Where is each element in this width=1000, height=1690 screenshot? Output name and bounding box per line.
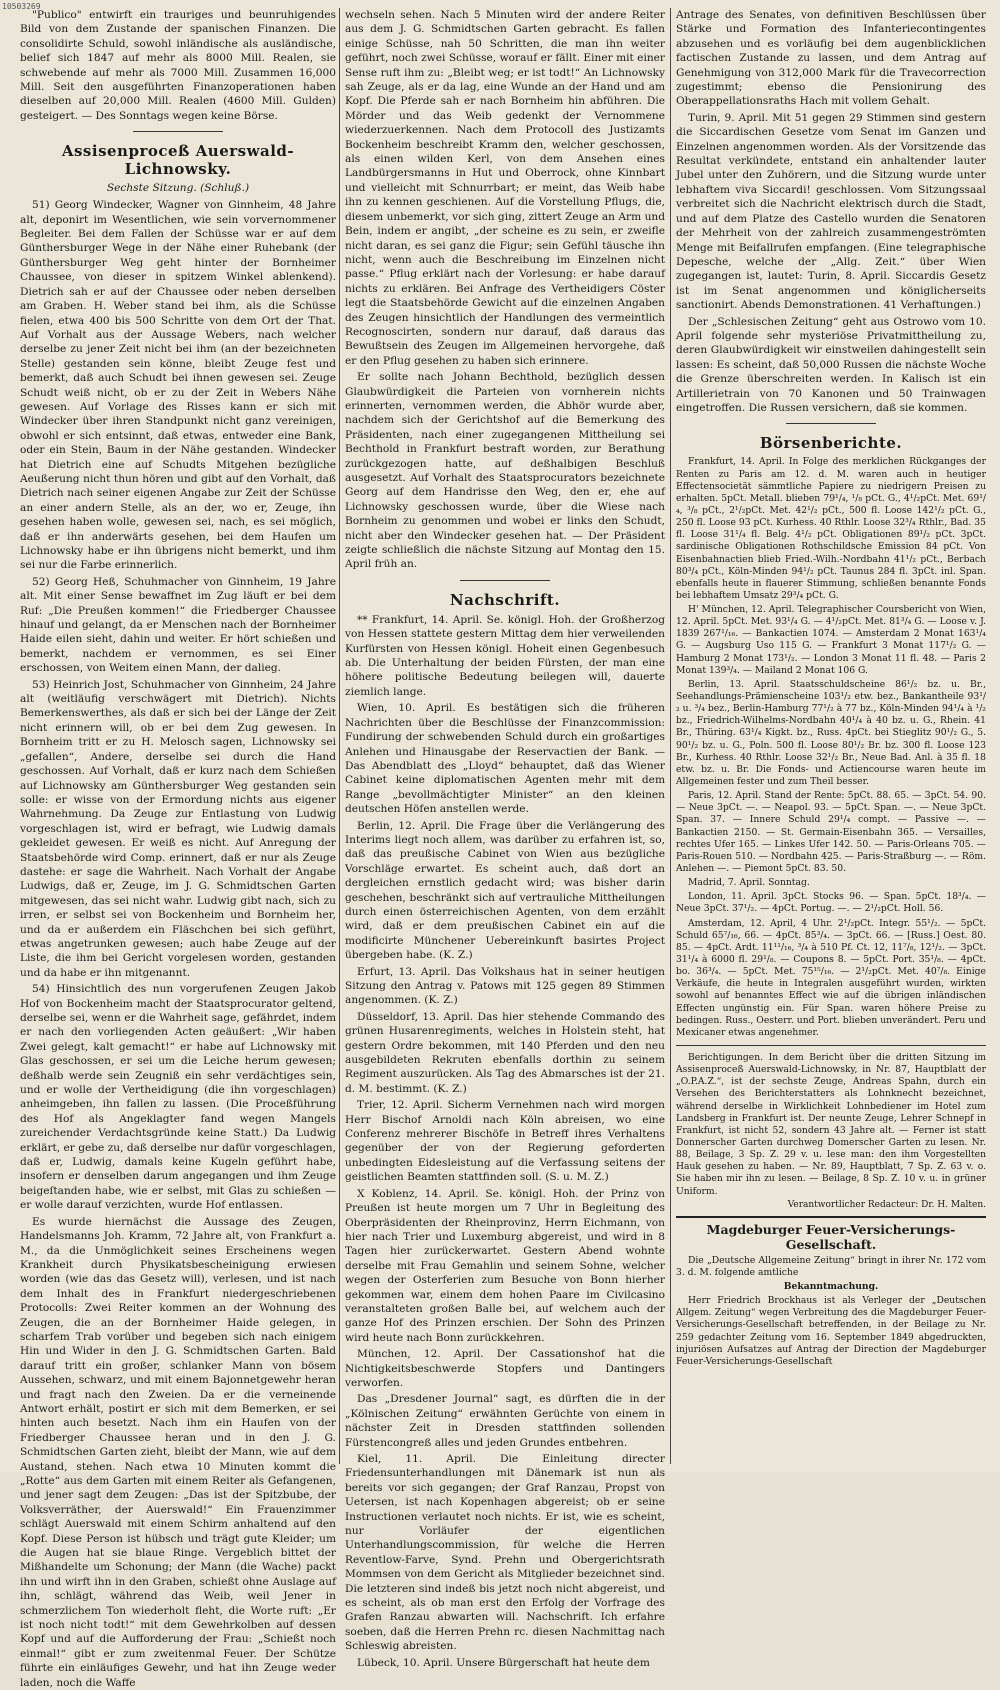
paragraph: Antrage des Senates, von definitiven Beschlüssen über Stärke und Formation des Infanteriecontingentes abzusehen und es vorläufig bei dem augenblicklichen factischen Zustande zu lassen, und dem Antrag auf Genehmigung von 312,000 Mark für die Travecorrection zugestimmt; ebenso die Pensionirung des Oberappellationsraths Hach mit vollem Gehalt. — [676, 9, 986, 108]
section-subtitle: Sechste Sitzung. (Schluß.) — [106, 182, 250, 195]
boersen-title: Börsenberichte. — [759, 434, 903, 453]
boersen-item: Paris, 12. April. Stand der Rente: 5pCt. 88. 65. — 3pCt. 54. 90. — Neue 3pCt. —. — Neapol. 93. — 5pCt. Span. —. — Neue 3pCt. Span. 37. — Innere Schuld 29¹/₄ compt. — Passive —. — Bankactien 2150. — St. Germain-Eisenbahn 365. — Versailles, rechtes Ufer 165. — Linkes Ufer 142. 50. — Paris-Orleans 705. — Paris-Rouen 510. — Nordbahn 425. — Paris-Straßburg —. — Röm. Anlehen —. — Piemont 5pCt. 83. 50. — [676, 790, 986, 875]
boersen-item: Berlin, 13. April. Staatsschuldscheine 86¹/₂ bz. u. Br., Seehandlungs-Prämienscheine 103¹/₂ etw. bez., Bankantheile 93¹/₂ u. ³/₄ bez., Berlin-Hamburg 77¹/₂ à 77 bz., Köln-Minden 94¹/₄ à ¹/₂ bz., Friedrich-Wilhelms-Nordbahn 40¹/₄ à 40 bz. u. G., Rhein. 41 Br., Thüring. 63¹/₄ Kigkt. bz., Russ. 4pCt. bei Stieglitz 90¹/₂ G., 5. 90¹/₂ bz. u. G., Poln. 500 fl. Loose 80¹/₂ Br. bz. 300 fl. Loose 123 Br., Kurhess. 40 Rthlr. Loose 32¹/₂ Br., Neue Bad. Anl. à 35 fl. 18 etw. bz. u. Br. Die Fonds- und Actiencourse waren heute im Allgemeinen fester und zum Theil besser. — [676, 678, 986, 788]
paragraph: 51) Georg Windecker, Wagner von Ginnheim, 48 Jahre alt, deponirt im Wesentlichen, wie sein vorvernommener Begleiter. Bei dem Fallen der Schüsse war er auf dem Günthersburger Wege in der Nähe einer Ruhebank (der Günthersburger Weg geht hinter der Bornheimer Chaussee, von dieser in spitzem Winkel ablenkend). Dietrich sah er auf der Chaussee oder neben derselben am Graben. H. Weber stand bei ihm, als die Schüsse fielen, etwa 400 bis 500 Schritte von dem Ort der That. Auf Vorhalt aus der Aussage Webers, nach welcher derselbe zu jener Zeit nicht bei ihm (an der bezeichneten Stelle) gestanden sein könne, bleibt Zeuge fest und bemerkt, daß auch Schudt bei ihnen gewesen sei. Zeuge Schudt weiß nicht, ob er zu der Zeit in Webers Nähe gewesen. Auf Vorlage des Risses kann er sich mit Windecker über ihren Standpunkt nicht ganz vereinigen, obwohl er sich entsinnt, daß etwas, entweder eine Bank, oder ein Stein, Baum in der Nähe gestanden. Windecker hat Dietrich eine auf Schudts Mitgehen bezügliche Aeußerung nicht thun hören und gibt auf den Vorhalt, daß Dietrich nach seiner eigenen Angabe zur Zeit der Schüsse an einer andern Stelle, als an der, wo er, Zeuge, ihn gesehen haben wolle, gewesen sei, nach, es sei möglich, daß er ihn anderwärts gesehen, bei dem Haufen um Lichnowsky habe er ihn übrigens nicht bemerkt, und ihm sei nur die Farbe erinnerlich. — [20, 199, 336, 572]
paragraph: 54) Hinsichtlich des nun vorgerufenen Zeugen Jakob Hof von Bockenheim macht der Staatsprocurator geltend, derselbe sei, wenn er die Wahrheit sage, gefährdet, indem er nach den vorliegenden Acten geäußert: „Wir haben Zwei gelegt, kalt gemacht!“ er habe auf Lichnowsky mit Glas geschossen, er sei um die Leiche herum gewesen; deßhalb werde sein Zeugniß ein sehr verdächtiges sein, und er wolle der Vertheidigung (die ihn vorgeschlagen) anheimgeben, ihn fallen zu lassen. (Die Proceßführung des Hof als Angeklagter fand wegen Mangels zureichender Verdachtsgründe keine Statt.) Da Ludwig erklärt, er gebe zu, daß derselbe nur dafür vorgeschlagen, daß er, Ludwig, damals keine Kugeln geführt habe, insofern er denselben darum angegangen und ihm Zeuge beigeſtanden habe, wie er selbst, mit Glas zu schießen — er wolle darauf verzichten, wurde Hof entlassen. — [20, 983, 336, 1212]
column-divider — [339, 8, 340, 1464]
news-item: Turin, 9. April. Mit 51 gegen 29 Stimmen sind gestern die Siccardischen Gesetze vom Senat im Ganzen und Einzelnen angenommen worden. Als der Vorsitzende das Resultat verkündete, entstand ein anhaltender lauter Jubel unter den Zuhörern, und die Sitzung wurde unter lebhaftem viva Siccardi! geschlossen. Vom Sitzungssaal verbreitet sich die Nachricht elektrisch durch die Stadt, und auf dem Platze des Castello wurden die Senatoren der Mehrheit von der zahlreich zusammengeströmten Menge mit Beifallrufen empfangen. (Eine telegraphische Depesche, welche der „Allg. Zeit.“ über Wien zugegangen ist, lautet: Turin, 8. April. Siccardis Gesetz ist im Senat angenommen und königlicherseits sanctionirt. Abends Demonstrationen. 41 Verhaftungen.) — [676, 111, 986, 312]
divider — [460, 580, 550, 581]
news-item: ** Frankfurt, 14. April. Se. königl. Hoh. der Großherzog von Hessen stattete gestern Mittag dem hier verweilenden Kurfürsten von Hessen königl. Hoheit einen Gegenbesuch ab. Die Unterhaltung der beiden Fürsten, der man eine höhere politische Bedeutung beilegen will, dauerte ziemlich lange. — [345, 613, 665, 698]
news-item: X Koblenz, 14. April. Se. königl. Hoh. der Prinz von Preußen ist heute morgen um 7 Uhr in Begleitung des Oberpräsidenten der Rheinprovinz, Herrn Eichmann, von hier nach Trier und Luxemburg abgereist, und wird in 8 Tagen hier zurückerwartet. Gestern Abend wohnte derselbe mit Frau Gemahlin und seinem Sohne, welcher wegen der Osterferien zum Besuche von Bonn hierher gekommen war, einem dem hohen Paare im Civilcasino veranstalteten großen Balle bei, auf welchem auch der ganze Hof des Prinzen erschien. Der Sohn des Prinzen wird heute nach Bonn zurückkehren. — [345, 1187, 665, 1344]
section-title: Assisenproceß Auerswald-Lichnowsky. — [61, 142, 295, 179]
news-item: Düsseldorf, 13. April. Das hier stehende Commando des grünen Husarenregiments, welches in Holstein steht, hat gestern Ordre bekommen, mit 140 Pferden und den neu ausgebildeten Rekruten ebenfalls dorthin zu seinem Regiment auszurücken. Als Tag des Abmarsches ist der 21. d. M. bestimmt. (K. Z.) — [345, 1010, 665, 1095]
redacteur-line: Verantwortlicher Redacteur: Dr. H. Malten. — [787, 1199, 986, 1210]
ad-body: Herr Friedrich Brockhaus ist als Verleger der „Deutschen Allgem. Zeitung“ wegen Verbreitung des die Magdeburger Feuer-Versicherungs-Gesellschaft betreffenden, in der Beilage zu Nr. 259 gedachter Zeitung vom 16. September 1849 abgedruckten, injuriösen Aufsatzes auf Antrag der Direction der Magdeburger Feuer-Versicherungs-Gesellschaft — [676, 1295, 986, 1367]
berichtigungen: Berichtigungen. In dem Bericht über die dritten Sitzung im Assisenproceß Auerswald-Lichnowsky, in Nr. 87, Hauptblatt der „O.P.A.Z.“, ist der sechste Zeuge, Andreas Spahn, durch ein Versehen des Berichterstatters als Lohnknecht bezeichnet, während derselbe in Wirklichkeit Lohnbediener im Hotel zum Landsberg in Frankfurt ist. Der neunte Zeuge, Lehrer Schnepf in Frankfurt, ist nicht 52, sondern 43 Jahre alt. — Ferner ist statt Donnerscher Garten durchweg Domerscher Garten zu lesen. Nr. 88, Beilage, 3 Sp. Z. 29 v. u. lese man: den ihm Vorgestellten Hauk gesehen zu haben. — Nr. 89, Hauptblatt, 7 Sp. Z. 63 v. o. Sie haben mir ihn zu lesen. — Beilage, 8 Sp. Z. 10 v. u. in grüner Uniform. — [676, 1051, 986, 1197]
column-divider — [670, 8, 671, 1464]
news-item: Lübeck, 10. April. Unsere Bürgerschaft hat heute dem — [357, 1656, 650, 1669]
paragraph: Er sollte nach Johann Bechthold, bezüglich dessen Glaubwürdigkeit die Parteien von vornherein nichts erinnerten, vernommen werden, die Abhör wurde aber, nachdem sich der Gerichtshof auf die Bemerkung des Präsidenten, nach einer zugegangenen Mittheilung sei Bechthold in Frankfurt bestraft worden, zur Berathung zurückgezogen hatte, auf deßhalbigen Beschluß ausgesetzt. Auf Vorhalt des Staatsprocurators bezeichnete Georg auf dem Handrisse den Weg, den er, ehe auf Lichnowsky geschossen wurde, über die Wiese nach Bornheim zu genommen und wobei er links den Schudt, nicht aber den Windecker gesehen hat. — Der Präsident zeigte schließlich die nächste Sitzung auf Montag den 15. April früh an. — [345, 371, 665, 571]
news-item: Kiel, 11. April. Die Einleitung directer Friedensunterhandlungen mit Dänemark ist nun als bereits vor sich gegangen; der Graf Ranzau, Propst von Uetersen, ist nach Kopenhagen abgereist; ob er seine Instructionen verlautet noch nichts. Er ist, wie es scheint, nur Vorläufer der eigentlichen Unterhandlungscommission, für welche die Herren Reventlow-Farve, Synd. Prehn und Obergerichtsrath Mommsen von dem Gericht als Mitglieder bezeichnet sind. Die letzteren sind indeß bis jetzt noch nicht abgereist, und es scheint, als ob man erst den Erfolg der Vorfrage des Grafen Ranzau abwarten will. Nachschrift. Ich erfahre soeben, daß die Herren Prehn rc. diesen Nachmittag nach Schleswig abreisten. — [345, 1453, 665, 1653]
news-item: Das „Dresdener Journal“ sagt, es dürften die in der „Kölnischen Zeitung“ erwähnten Gerüchte von einem in nächster Zeit in Dresden stattfinden sollenden Fürstencongreß alles und jeden Grundes entbehren. — [345, 1393, 665, 1449]
ad-block — [676, 1255, 986, 1368]
scan-id: 10503269 — [2, 2, 41, 11]
divider — [676, 1045, 986, 1046]
column-3 — [676, 8, 986, 1464]
divider — [133, 131, 223, 132]
news-item: Erfurt, 13. April. Das Volkshaus hat in seiner heutigen Sitzung den Antrag v. Patows mit 125 gegen 89 Stimmen angenommen. (K. Z.) — [345, 965, 665, 1007]
boersen-list — [676, 456, 986, 1197]
news-item: Der „Schlesischen Zeitung“ geht aus Ostrowo vom 10. April folgende sehr mysteriöse Privatmittheilung zu, deren Glaubwürdigkeit wir einstweilen dahingestellt sein lassen: Es scheint, daß 50,000 Russen die nächste Woche die Grenze überschreiten werden. In Kalisch ist ein Artillerietrain von 70 Kanonen und 50 Trainwagen eingetroffen. Die Russen versichern, daß sie kommen. — [676, 315, 986, 414]
ad-intro: Die „Deutsche Allgemeine Zeitung“ bringt in ihrer Nr. 172 vom 3. d. M. folgende amtliche — [676, 1254, 986, 1278]
boersen-item: Frankfurt, 14. April. In Folge des merklichen Rückganges der Renten zu Paris am 12. d. M. waren auch in heutiger Effectensocietät sämmtliche Papiere zu niedrigern Preisen zu erhalten. 5pCt. Metall. blieben 79¹/₄, ¹/₈ pCt. G., 4¹/₂pCt. Met. 69¹/₄, ³/₈ pCt., 2¹/₂pCt. Met. 42¹/₂ pCt., 500 fl. Loose 142¹/₂ pCt. G., 250 fl. Loose 93 pCt. Kurhess. 40 Rthlr. Loose 32³/₄ Rthlr., Bad. 35 fl. Loose 31¹/₄ fl. Belg. 4¹/₂ pCt. Obligationen 89¹/₂ pCt. 3pCt. sardinische Obligationen Rothschildsche Emission 84 pCt. Von Eisenbahnactien blieb Fried.-Wilh.-Nordbahn 41¹/₂ pCt., Berbach 80³/₄ pCt., Köln-Minden 94¹/₂ pCt. Taunus 284 fl. 3pCt. inl. Span. ebenfalls heute in flauerer Stimmung, schließen benannte Fonds bei lebhaftem Umsatz 29³/₄ pCt. G. — [676, 456, 986, 601]
column-2 — [345, 8, 665, 1669]
ad-head: Bekanntmachung. — [783, 1280, 879, 1292]
boersen-item: Amsterdam, 12. April, 4 Uhr. 2¹/₂pCt. Integr. 55¹/₂. — 5pCt. Schuld 65⁷/₁₆, 66. — 4pCt. 85³/₄. — 3pCt. 66. — [Russ.] Oest. 80. 85. — 4pCt. Ardt. 11¹¹/₁₆, ³/₄ à 510 Pf. Ct. 12, 11⁷/₈, 12¹/₂. — 3pCt. 31¹/₄ à 6000 fl. 29¹/₈. — Coupons 8. — 5pCt. Port. 35¹/₈. — 4pCt. bo. 36³/₄. — 5pCt. Met. 75¹⁵/₁₆. — 2¹/₂pCt. Met. 40⁷/₈. Einige Verkäufe, die heute in Integralen ausgeführt wurden, wirkten sowohl auf benanntes Effect wie auf die übrigen inländischen Effecten ungünstig ein. Für Span. waren höhere Preise zu bedingen. Russ., Oesterr. und Port. blieben unverändert. Peru und Mexicaner etwas angenehmer. — [676, 917, 986, 1038]
paragraph: 53) Heinrich Jost, Schuhmacher von Ginnheim, 24 Jahre alt (weitläufig verschwägert mit Dietrich). Nichts Bemerkenswerthes, als daß er sich bei der Länge der Zeit nicht erinnern will, ob er bei dem Zug gewesen. In Bornheim tritt er zu H. Melosch sagen, Lichnowsky sei „gefallen“, Andere, derselbe sei durch die Hand geschossen. Auf Vorhalt, daß er kurz nach dem Schießen auf Lichnowsky am Günthersburger Weg gestanden sein solle: er wisse von der Ermordung nichts aus eigener Wahrnehmung. Da Zeuge zur Entlastung von Ludwig vorgeschlagen ist, wird er befragt, wie Ludwig damals gekleidet gewesen. Er weiß es nicht. Auf Anregung der Staatsbehörde wird Comp. erinnert, daß er nur als Zeuge dastehe: er sage die Wahrheit. Nach Vorhalt der Angabe Ludwigs, daß er, Zeuge, im J. G. Schmidtschen Garten mitgewesen, das sei nicht wahr. Ludwig gibt nach, sich zu irren, er selbst sei von Bockenheim und Bornheim her, und da er außerdem ein Fläschchen bei sich geführt, etwas angetrunken gewesen; auch habe Zeuge auf der Liste, die ihm bei Gericht vorgelesen worden, gestanden und da habe er ihn mitgenannt. — [20, 678, 336, 979]
nachschrift-title: Nachschrift. — [449, 590, 561, 609]
intro-paragraph: "Publico" entwirft ein trauriges und beunruhigendes Bild von dem Zustande der spanischen Finanzen. Die consolidirte Schuld, sowohl inländische als ausländische, belief sich 1847 auf mehr als 8000 Mill. Realen, sie schwebende auf mehr als 7000 Mill. Zusammen 16,000 Mill. Seit den ausgeführten Finanzoperationen haben dieselben auf 20,000 Mill. Realen (4600 Mill. Gulden) gesteigert. — Des Sonntags wegen keine Börse. — [20, 9, 336, 122]
boersen-item: London, 11. April. 3pCt. Stocks 96. — Span. 5pCt. 18³/₄. — Neue 3pCt. 37¹/₂. — 4pCt. Portug. —. — 2¹/₂pCt. Holl. 56. — [676, 891, 986, 915]
news-item: Trier, 12. April. Sicherm Vernehmen nach wird morgen Herr Bischof Arnoldi nach Köln abreisen, wo eine Conferenz mehrerer Bischöfe in Betreff ihres Verhaltens gegenüber der von der Regierung geforderten unbedingten Eidesleistung auf die Verfassung seitens der geistlichen Beamten stattfinden soll. (S. u. M. Z.) — [345, 1099, 665, 1184]
news-item: München, 12. April. Der Cassationshof hat die Nichtigkeitsbeschwerde Stopfers und Dantingers verworfen. — [345, 1348, 665, 1389]
paragraph: wechseln sehen. Nach 5 Minuten wird der andere Reiter aus dem J. G. Schmidtschen Garten gebracht. Es fallen einige Schüsse, nah 50 Schritten, die man ihn weiter geführt, noch zwei Schüsse, worauf er fällt. Einer mit einer Sense ruft ihm zu: „Bleibt weg; er ist todt!“ An Lichnowsky sah Zeuge, als er da lag, eine Wunde an der Hand und am Kopf. Die Pferde sah er nach Bornheim hin abführen. Die Mörder und das Weib gedenkt der Vernommene wiederzuerkennen. Nach dem Protocoll des Justizamts Bockenheim beschreibt Kramm den, welcher geschossen, als einen wilden Kerl, von dem Ansehen eines Landbürgersmanns in Hut und Oberrock, ohne Kinnbart und vielleicht mit Schnurrbart; er meint, das Weib habe ihn zu kennen geschienen. Auf die Vorstellung Pflugs, die, diesem unbemerkt, vor sich ging, zittert Zeuge an Arm und Bein, indem er angibt, „der scheine es zu sein, er zweifle nicht daran, es sei ganz die Figur; sein Gefühl täusche ihn nicht, wenn auch die Beschreibung im Einzelnen nicht passe.“ Pflug erklärt nach der Vorlesung: er habe darauf nichts zu erklären. Bei Anfrage des Vertheidigers Cöster legt die Staatsbehörde Gewicht auf die einzelnen Angaben des Zeugen hinsichtlich der Handlungen des vermeintlich Recognoscirten, sondern nur darauf, daß daraus das Bewußtsein des Zeugen im Allgemeinen hervorgehe, daß er den Pflug gesehen zu haben sich erinnere. — [345, 9, 665, 367]
paragraph: 52) Georg Heß, Schuhmacher von Ginnheim, 19 Jahre alt. Mit einer Sense bewaffnet im Zug läuft er bei dem Ruf: „Die Preußen kommen!“ die Friedberger Chaussee hinauf und gelangt, da er Menschen nach der Bornheimer Haide eilen sieht, dahin und weiter. Er hört schießen und bemerkt, nachdem er vernommen, es sei Einer erschossen, von Weitem einen Mann, der dalieg. — [20, 575, 336, 675]
column-1 — [20, 8, 336, 1689]
paragraph: Es wurde hiernächst die Aussage des Zeugen, Handelsmanns Joh. Kramm, 72 Jahre alt, von Frankfurt a. M., da die Unmöglichkeit seines Erscheinens wegen Krankheit durch Physikatsbescheinigung erwiesen worden (wie das das Gesetz will), verlesen, und ist nach dem Inhalt des in Frankfurt niedergeschriebenen Protocolls: Zwei Reiter kommen an der Wohnung des Zeugen, die an der Bornheimer Haide gelegen, in scharfem Trab vorüber und begeben sich nach einigem Hin und Wider in den J. G. Schmidtschen Garten. Bald darauf tritt ein großer, schlanker Mann von bösem Aussehen, schwarz, und mit einem Bajonnetgewehr heran und fragt nach den Zweien. Da er die verneinende Antwort erhält, postirt er sich mit dem Bemerken, er sei hinten auch besetzt. Nach ihm ein Haufen von der Friedberger Chaussee heran und in den J. G. Schmidtschen Garten zieht, bleibt der Mann, wie auf dem Austand, stehen. Nach etwa 10 Minuten kommt die „Rotte“ aus dem Garten mit einem Reiter als Gefangenen, und jener sagt dem Zeugen: „Das ist der Spitzbube, der Volksverräther, der Auerswald!“ Ein Frauenzimmer schlägt Auerswald mit einem Schirm anhaltend auf den Kopf. Diese Person ist hübsch und trägt gute Kleider; um die Augen hat sie blaue Ringe. Vergeblich bittet der Mißhandelte um Schonung; der Mann (die Wache) packt ihn und wirft ihn in den Graben, schießt ohne Auslage auf ihn, schlägt, während das Weib, weil Jener in schmerzlichem Ton wiederholt fleht, die Worte ruft: „Er ist noch nicht todt!“ mit dem Gewehrkolben auf dessen Kopf und auf die Aufforderung der Frau: „Schießt noch einmal!“ gibt er zum zweitenmal Feuer. Der Schütze führte ein einläufiges Gewehr, und hat ihn Zeuge weder laden, noch die Waffe — [20, 1215, 336, 1689]
boersen-item: H' München, 12. April. Telegraphischer Coursbericht von Wien, 12. April. 5pCt. Met. 93¹/₄ G. — 4¹/₂pCt. Met. 81³/₄ G. — Loose v. J. 1839 267¹/₁₆. — Bankactien 1074. — Amsterdam 2 Monat 163¹/₄ G. — Augsburg Uso 115 G. — Frankfurt 3 Monat 117¹/₂ G. — Hamburg 2 Monat 173¹/₂. — London 3 Monat 11 fl. 48. — Paris 2 Monat 139³/₄. — Mailand 2 Monat 106 G. — [676, 604, 986, 676]
divider — [786, 423, 876, 424]
ad-title: Magdeburger Feuer-Versicherungs-Gesellschaft. — [676, 1216, 986, 1252]
news-item: Berlin, 12. April. Die Frage über die Verlängerung des Interims liegt noch allem, was darüber zu erfahren ist, so, daß das preußische Cabinet von Wien aus bezügliche Vorschläge erwartet. Es scheint auch, daß dort an dergleichen ernstlich gedacht wird; was bisher darin geschehen, beschränkt sich auf vertrauliche Mittheilungen durch einen österreichischen Agenten, von dem erzählt wird, daß er dem preußischen Cabinet ein auf die modificirte Münchener Uebereinkunft basirtes Project übergeben habe. (K. Z.) — [345, 819, 665, 962]
boersen-item: Madrid, 7. April. Sonntag. — [688, 877, 810, 889]
news-item: Wien, 10. April. Es bestätigen sich die früheren Nachrichten über die Beschlüsse der Finanzcommission: Fundirung der schwebenden Schuld durch ein großartiges Anlehen und Hinausgabe der Reservactien der Bank. — Das Abendblatt des „Lloyd“ behauptet, daß das Wiener Cabinet keine diplomatischen Agenten mehr mit dem Range „bevollmächtigter Minister“ an den kleinen deutschen Höfen anstellen werde. — [345, 702, 665, 816]
